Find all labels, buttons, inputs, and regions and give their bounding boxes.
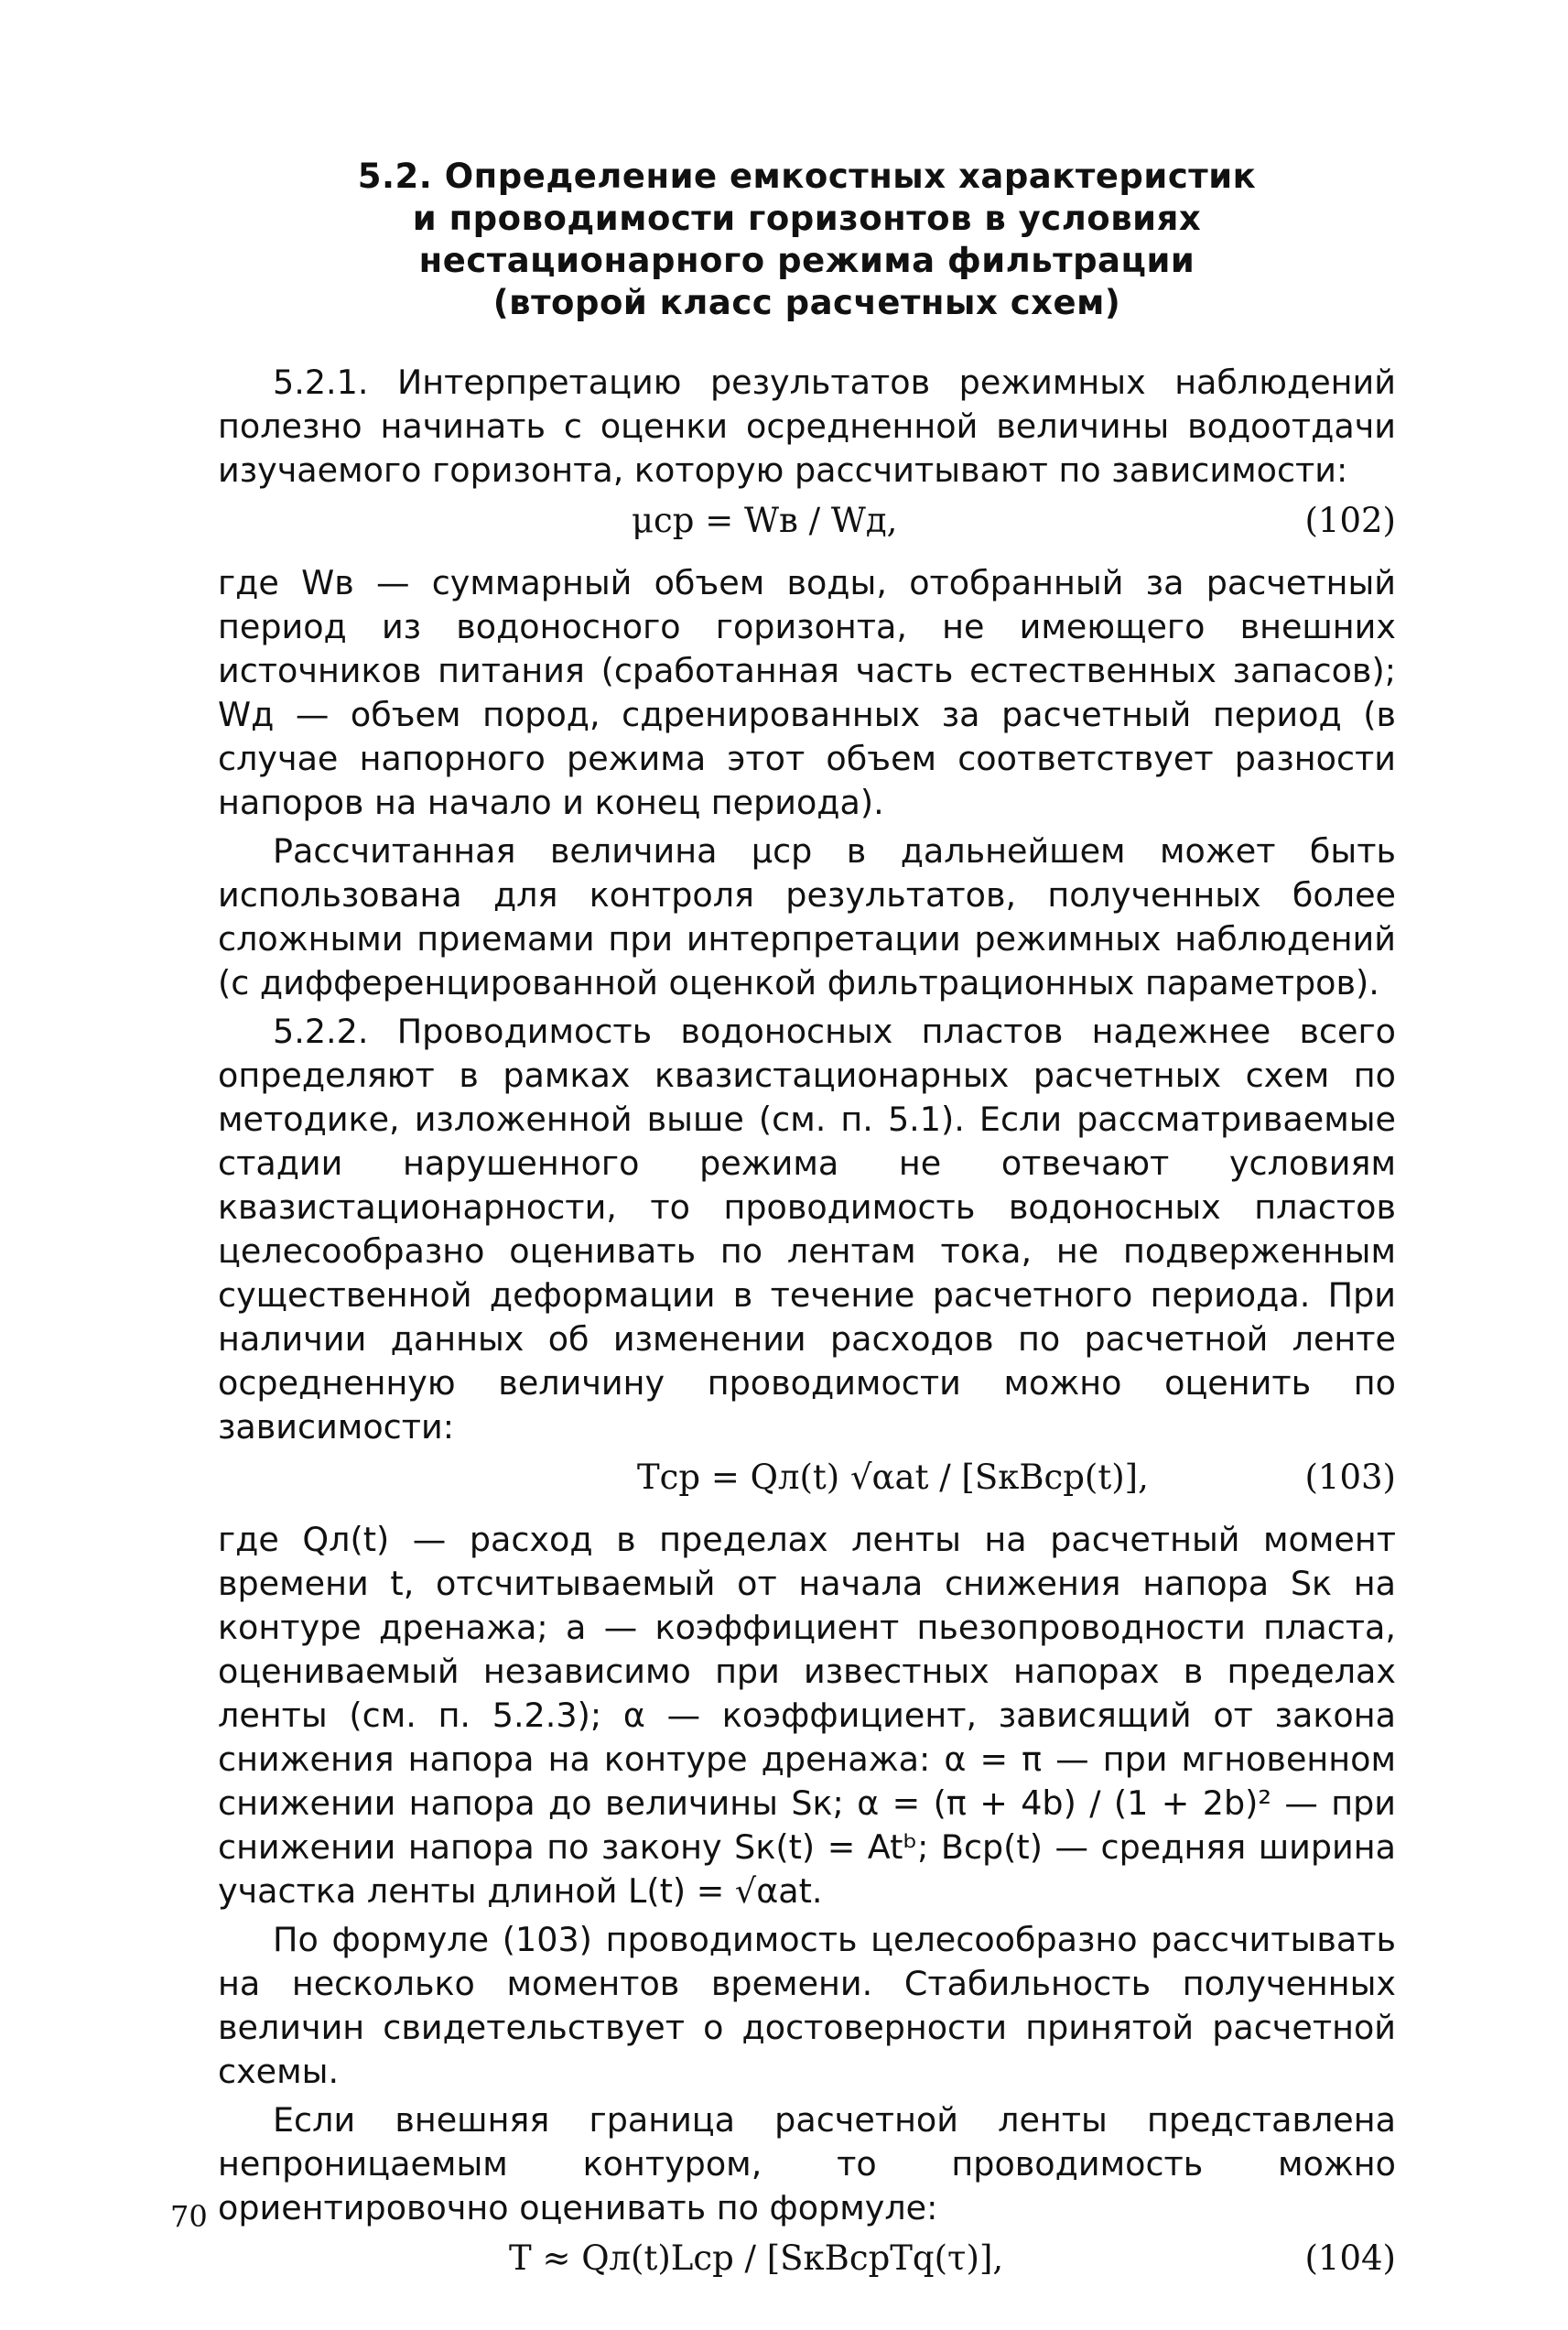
body-text	[218, 361, 1396, 2286]
paragraph-where-q: где Qл(t) — расход в пределах ленты на расчетный момент времени t, отсчитываемый от начала снижения напора Sк на контуре дренажа; a — коэффициент пьезопроводности пласта, оцениваемый независимо при известных напорах в пределах ленты (см. п. 5.2.3); α — коэффициент, зависящий от закона снижения напора на контуре дренажа: α = π — при мгновенном снижении напора до величины Sк; α = (π + 4b) / (1 + 2b)² — при снижении напора по закону Sк(t) = Atᵇ; Bср(t) — средняя ширина участка ленты длиной L(t) = √αat.	[218, 1520, 1396, 1911]
equation-formula: Tср = Qл(t) √αat / [SкBср(t)],	[637, 1458, 1149, 1497]
heading-line: нестационарного режима фильтрации	[418, 241, 1195, 280]
equation-formula: T ≈ Qл(t)Lср / [SкBсрTq(τ)],	[509, 2238, 1004, 2278]
section-heading	[218, 156, 1396, 324]
paragraph-formula-103-usage: По формуле (103) проводимость целесообразно рассчитывать на несколько моментов времени. Стабильность полученных величин свидетельствует о достоверности принятой расчетной схемы.	[218, 1920, 1396, 2091]
equation-104	[218, 2235, 1396, 2286]
paragraph-impermeable-boundary: Если внешняя граница расчетной ленты представлена непроницаемым контуром, то проводимость можно ориентировочно оценивать по формуле:	[218, 2100, 1396, 2227]
equation-number: (103)	[1304, 1458, 1396, 1497]
heading-line: (второй класс расчетных схем)	[492, 283, 1121, 322]
equation-102	[218, 497, 1396, 548]
equation-103	[218, 1454, 1396, 1505]
paragraph-5-2-1: 5.2.1. Интерпретацию результатов режимных наблюдений полезно начинать с оценки осредненной величины водоотдачи изучаемого горизонта, которую рассчитывают по зависимости:	[218, 363, 1396, 490]
paragraph-where-w: где Wв — суммарный объем воды, отобранный за расчетный период из водоносного горизонта, не имеющего внешних источников питания (сработанная часть естественных запасов); Wд — объем пород, сдренированных за расчетный период (в случае напорного режима этот объем соответствует разности напоров на начало и конец периода).	[218, 563, 1396, 822]
paragraph-mu-usage: Рассчитанная величина μср в дальнейшем может быть использована для контроля результатов, полученных более сложными приемами при интерпретации режимных наблюдений (с дифференцированной оценкой фильтрационных параметров).	[218, 831, 1396, 1002]
equation-number: (104)	[1304, 2238, 1396, 2278]
document-page	[218, 156, 1396, 2299]
heading-line: и проводимости горизонтов в условиях	[412, 199, 1202, 238]
paragraph-5-2-2: 5.2.2. Проводимость водоносных пластов надежнее всего определяют в рамках квазистационарных расчетных схем по методике, изложенной выше (см. п. 5.1). Если рассматриваемые стадии нарушенного режима не отвечают условиям квазистационарности, то проводимость водоносных пластов целесообразно оценивать по лентам тока, не подверженным существенной деформации в течение расчетного периода. При наличии данных об изменении расходов по расчетной ленте осредненную величину проводимости можно оценить по зависимости:	[218, 1012, 1396, 1447]
page-number: 70	[170, 2199, 208, 2234]
equation-formula: μср = Wв / Wд,	[632, 501, 898, 540]
equation-number: (102)	[1304, 501, 1396, 540]
heading-line: 5.2. Определение емкостных характеристик	[357, 157, 1257, 196]
